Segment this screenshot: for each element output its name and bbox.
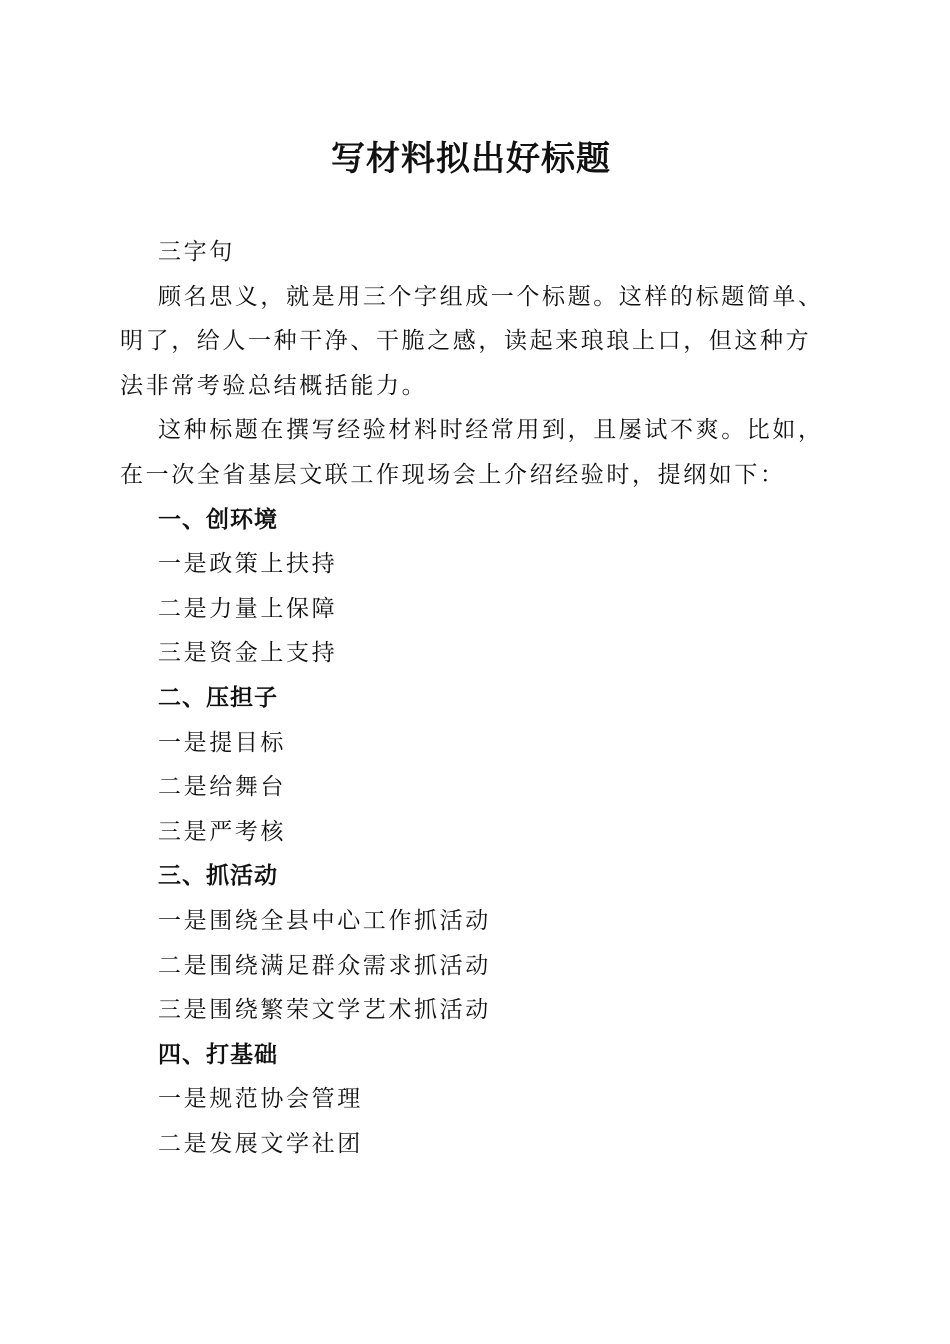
list-item: 二是发展文学社团 (158, 1130, 363, 1157)
paragraph: 顾名思义，就是用三个字组成一个标题。这样的标题简单、明了，给人一种干净、干脆之感，读起来琅琅上口，但这种方法非常考验总结概括能力。 (120, 283, 824, 399)
document-body (120, 230, 832, 1166)
section-heading: 三、抓活动 (158, 863, 278, 890)
section-heading: 四、打基础 (158, 1041, 278, 1068)
paragraph: 这种标题在撰写经验材料时经常用到，且屡试不爽。比如，在一次全省基层文联工作现场会上介绍经验时，提纲如下： (120, 417, 824, 488)
list-item: 一是围绕全县中心工作抓活动 (158, 907, 491, 934)
document-title: 写材料拟出好标题 (331, 139, 611, 179)
section-heading: 二、压担子 (158, 684, 278, 711)
section-heading: 一、创环境 (158, 506, 278, 533)
list-item: 一是政策上扶持 (158, 551, 338, 578)
list-item: 三是资金上支持 (158, 640, 338, 667)
list-item: 二是给舞台 (158, 774, 286, 801)
list-item: 一是提目标 (158, 729, 286, 756)
list-item: 二是围绕满足群众需求抓活动 (158, 952, 491, 979)
intro-label: 三字句 (158, 239, 235, 265)
list-item: 三是围绕繁荣文学艺术抓活动 (158, 997, 491, 1024)
list-item: 二是力量上保障 (158, 595, 338, 622)
list-item: 三是严考核 (158, 818, 286, 845)
list-item: 一是规范协会管理 (158, 1086, 363, 1113)
